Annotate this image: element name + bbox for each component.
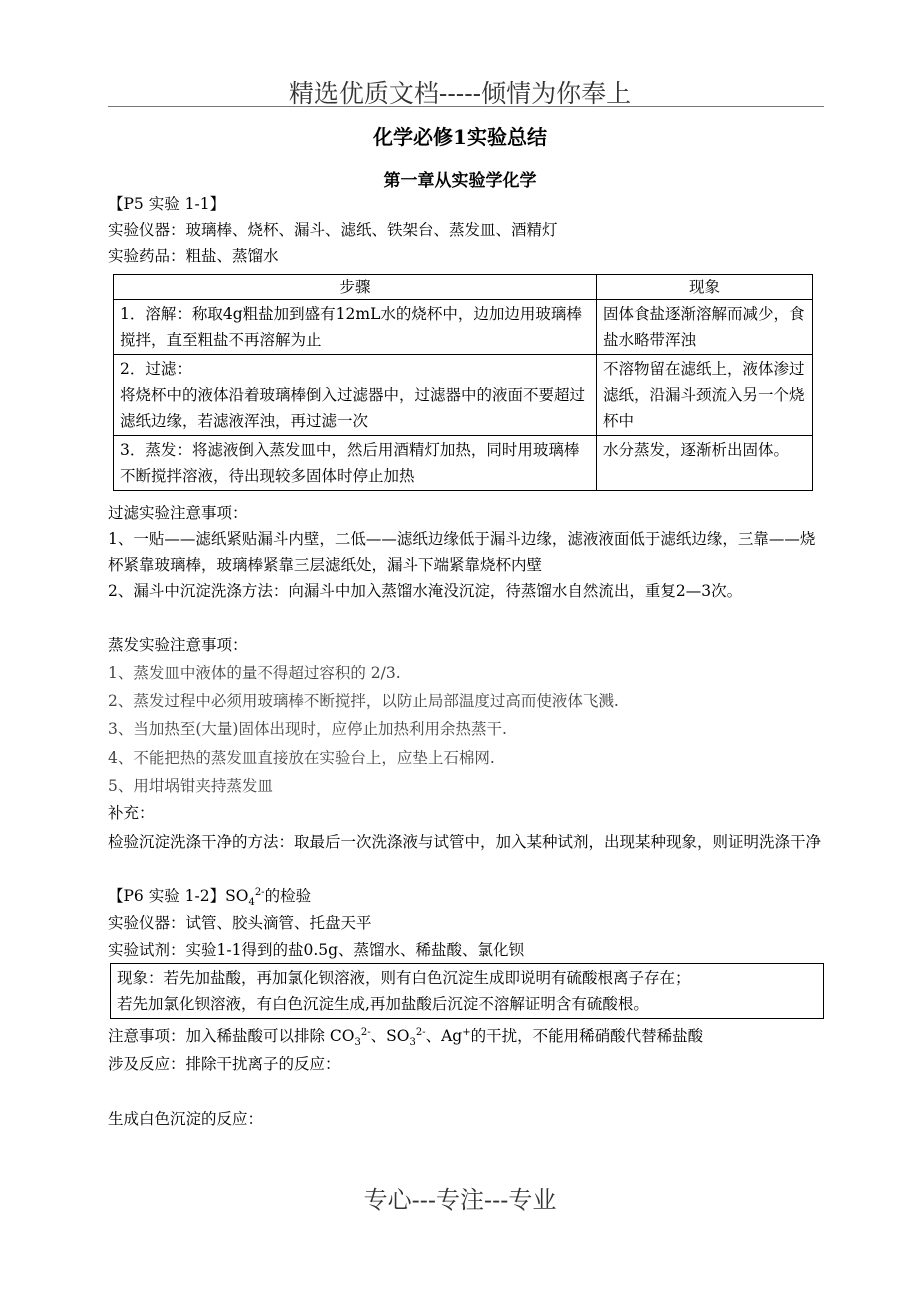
filter-notes-title: 过滤实验注意事项： (108, 504, 248, 522)
step-title: 2．过滤： (120, 360, 192, 378)
note-mid-2: 、Ag (425, 1027, 463, 1045)
exp1-reagents: 实验药品：粗盐、蒸馏水 (108, 247, 279, 265)
note-mid-1: 、SO (370, 1027, 410, 1045)
co3-subscript: 3 (354, 1037, 361, 1049)
header-phenomenon: 现象 (597, 275, 813, 300)
page-header: 精选优质文档-----倾情为你奉上 (288, 79, 632, 108)
phenomenon-box (110, 963, 824, 1019)
table-row (114, 355, 813, 436)
exp2-label-suffix: 的检验 (264, 887, 312, 905)
filter-note-2: 2、漏斗中沉淀洗涤方法：向漏斗中加入蒸馏水淹没沉淀，待蒸馏水自然流出，重复2—3次。 (108, 582, 743, 600)
evap-note: 3、当加热至(大量)固体出现时，应停止加热利用余热蒸干. (108, 720, 507, 738)
document-title: 化学必修1实验总结 (373, 125, 547, 149)
result-cell: 固体食盐逐渐溶解而减少，食盐水略带浑浊 (597, 300, 813, 355)
exp1-label: 【P5 实验 1-1】 (108, 195, 226, 213)
result-cell: 不溶物留在滤纸上，液体渗过滤纸，沿漏斗颈流入另一个烧杯中 (597, 355, 813, 436)
step-cell: 3．蒸发：将滤液倒入蒸发皿中，然后用酒精灯加热，同时用玻璃棒不断搅拌溶液，待出现较多固体时停止加热 (114, 436, 597, 491)
note-suffix: 的干扰，不能用稀硝酸代替稀盐酸 (470, 1027, 704, 1045)
note-prefix: 注意事项：加入稀盐酸可以排除 CO (108, 1027, 355, 1045)
step-cell: 1．溶解：称取4g粗盐加到盛有12mL水的烧杯中，边加边用玻璃棒搅拌，直至粗盐不再溶解为止 (114, 300, 597, 355)
header-steps: 步骤 (114, 275, 597, 300)
exp2-label (108, 883, 311, 909)
evap-note: 2、蒸发过程中必须用玻璃棒不断搅拌，以防止局部温度过高而使液体飞溅. (108, 692, 619, 710)
so3-subscript: 3 (409, 1037, 416, 1049)
exp2-instruments: 实验仪器：试管、胶头滴管、托盘天平 (108, 914, 372, 932)
table-row (114, 300, 813, 355)
exp2-note (108, 1023, 703, 1049)
evap-notes-title: 蒸发实验注意事项： (108, 636, 248, 654)
so3-charge: 2- (415, 1026, 426, 1038)
precipitate-title: 生成白色沉淀的反应： (108, 1110, 264, 1128)
reaction-title: 涉及反应：排除干扰离子的反应： (108, 1055, 341, 1073)
steps-table (113, 274, 813, 491)
exp2-label-prefix: 【P6 实验 1-2】 (108, 887, 226, 905)
chapter-title: 第一章从实验学化学 (383, 171, 537, 191)
table-header-row (114, 275, 813, 300)
sulfate-charge: 2- (254, 886, 265, 898)
step-text: 将烧杯中的液体沿着玻璃棒倒入过滤器中，过滤器中的液面不要超过滤纸边缘，若滤液浑浊，再过滤一次 (120, 386, 586, 430)
result-cell: 水分蒸发，逐渐析出固体。 (597, 436, 813, 491)
co3-charge: 2- (360, 1026, 371, 1038)
step-cell (114, 355, 597, 436)
phenomenon-line-1: 现象：若先加盐酸，再加氯化钡溶液，则有白色沉淀生成即说明有硫酸根离子存在； (117, 969, 691, 987)
table-row (114, 436, 813, 491)
ag-charge: + (462, 1026, 471, 1038)
supplement-text: 检验沉淀洗涤干净的方法：取最后一次洗涤液与试管中，加入某种试剂，出现某种现象，则证明洗涤干净 (108, 833, 822, 851)
page-footer: 专心---专注---专业 (363, 1186, 557, 1214)
filter-note-1: 1、一贴——滤纸紧贴漏斗内壁，二低——滤纸边缘低于漏斗边缘，滤液液面低于滤纸边缘，三靠——烧杯紧靠玻璃棒，玻璃棒紧靠三层滤纸处，漏斗下端紧靠烧杯内壁 (108, 530, 816, 574)
exp2-reagents: 实验试剂：实验1-1得到的盐0.5g、蒸馏水、稀盐酸、氯化钡 (108, 941, 525, 959)
header-divider (108, 106, 824, 107)
supplement-title: 补充： (108, 804, 155, 822)
exp1-instruments: 实验仪器：玻璃棒、烧杯、漏斗、滤纸、铁架台、蒸发皿、酒精灯 (108, 221, 558, 239)
evap-note: 5、用坩埚钳夹持蒸发皿 (108, 777, 273, 795)
phenomenon-line-2: 若先加氯化钡溶液，有白色沉淀生成,再加盐酸后沉淀不溶解证明含有硫酸根。 (117, 995, 649, 1013)
evap-note: 4、不能把热的蒸发皿直接放在实验台上，应垫上石棉网. (108, 749, 495, 767)
sulfate-ion: SO (225, 887, 249, 905)
evap-note: 1、蒸发皿中液体的量不得超过容积的 2/3. (108, 664, 401, 682)
sulfate-subscript: 4 (248, 897, 255, 909)
